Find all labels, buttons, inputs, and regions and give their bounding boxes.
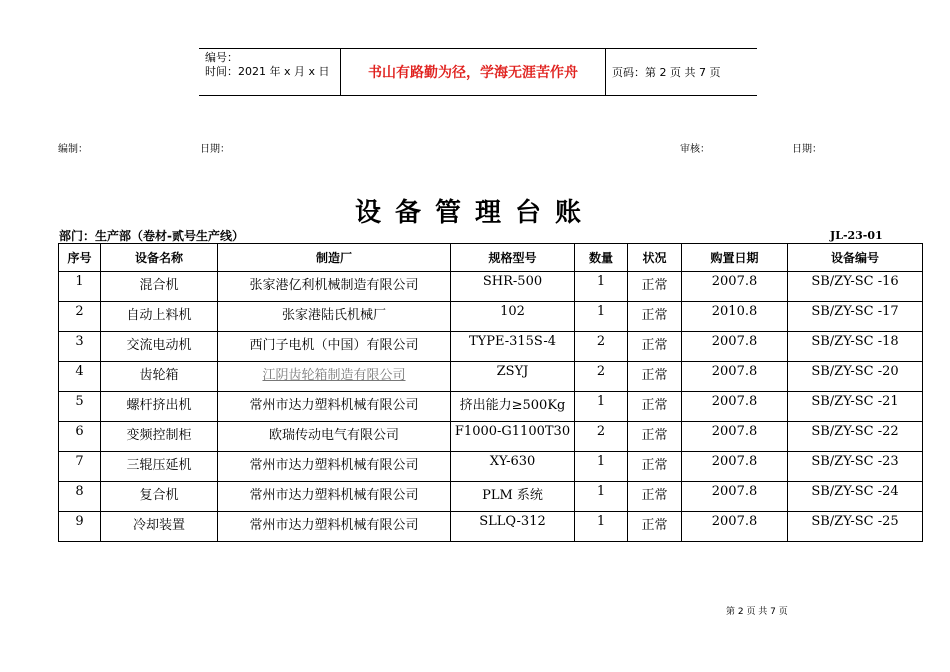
- number-label: 编号：: [205, 51, 238, 64]
- column-header: 购置日期: [682, 244, 788, 272]
- table-cell: XY-630: [451, 452, 575, 482]
- table-cell: 常州市达力塑料机械有限公司: [218, 392, 451, 422]
- table-cell: SB/ZY-SC -17: [788, 302, 923, 332]
- table-cell: 正常: [628, 362, 682, 392]
- column-header: 状况: [628, 244, 682, 272]
- header-meta: [199, 49, 341, 95]
- table-cell: SHR-500: [451, 272, 575, 302]
- table-cell: 齿轮箱: [101, 362, 218, 392]
- table-row: [59, 302, 923, 332]
- table-cell: TYPE-315S-4: [451, 332, 575, 362]
- table-cell: 正常: [628, 482, 682, 512]
- document-number: JL-23-01: [830, 229, 883, 242]
- table-cell: 1: [575, 482, 628, 512]
- table-cell: 2007.8: [682, 512, 788, 542]
- table-cell: 变频控制柜: [101, 422, 218, 452]
- column-header: 设备编号: [788, 244, 923, 272]
- column-header: 设备名称: [101, 244, 218, 272]
- reviewed-by-label: 审核：: [680, 144, 710, 155]
- page-footer: 第 2 页 共 7 页: [726, 607, 788, 617]
- table-cell: 7: [59, 452, 101, 482]
- table-row: [59, 512, 923, 542]
- table-cell: 6: [59, 422, 101, 452]
- table-cell: 1: [59, 272, 101, 302]
- table-cell: SB/ZY-SC -24: [788, 482, 923, 512]
- table-cell: 张家港亿利机械制造有限公司: [218, 272, 451, 302]
- table-cell: 2007.8: [682, 332, 788, 362]
- table-row: [59, 362, 923, 392]
- table-cell: 欧瑞传动电气有限公司: [218, 422, 451, 452]
- table-cell: 2: [575, 422, 628, 452]
- table-cell: SB/ZY-SC -16: [788, 272, 923, 302]
- table-cell: 9: [59, 512, 101, 542]
- table-cell: 常州市达力塑料机械有限公司: [218, 482, 451, 512]
- table-cell: 2007.8: [682, 362, 788, 392]
- department-label: 部门：生产部（卷材-贰号生产线）: [59, 229, 244, 243]
- table-cell: 冷却装置: [101, 512, 218, 542]
- table-cell: 1: [575, 452, 628, 482]
- table-cell: ZSYJ: [451, 362, 575, 392]
- time-label: 时间：2021 年 x 月 x 日: [205, 65, 330, 78]
- table-cell: PLM 系统: [451, 482, 575, 512]
- table-cell: 自动上料机: [101, 302, 218, 332]
- table-cell: 2007.8: [682, 272, 788, 302]
- table-cell: 西门子电机（中国）有限公司: [218, 332, 451, 362]
- table-row: [59, 452, 923, 482]
- table-cell: 正常: [628, 512, 682, 542]
- table-cell: 2010.8: [682, 302, 788, 332]
- table-cell: SB/ZY-SC -25: [788, 512, 923, 542]
- table-cell: 1: [575, 512, 628, 542]
- header-motto: 书山有路勤为径，学海无涯苦作舟: [341, 49, 606, 95]
- table-cell: 正常: [628, 452, 682, 482]
- table-header-row: [59, 244, 923, 272]
- table-cell: SB/ZY-SC -22: [788, 422, 923, 452]
- table-cell: 2007.8: [682, 452, 788, 482]
- table-cell: 张家港陆氏机械厂: [218, 302, 451, 332]
- table-cell: 2007.8: [682, 422, 788, 452]
- table-cell: SB/ZY-SC -21: [788, 392, 923, 422]
- header-page-info: 页码：第 2 页 共 7 页: [612, 66, 721, 79]
- prepared-date-label: 日期：: [200, 144, 230, 155]
- table-row: [59, 392, 923, 422]
- table-cell: 2: [575, 332, 628, 362]
- column-header: 序号: [59, 244, 101, 272]
- table-cell: 8: [59, 482, 101, 512]
- table-cell: 2: [575, 362, 628, 392]
- manufacturer-link[interactable]: 江阴齿轮箱制造有限公司: [218, 362, 451, 392]
- review-date-label: 日期：: [792, 144, 822, 155]
- table-cell: 正常: [628, 332, 682, 362]
- table-cell: 1: [575, 302, 628, 332]
- table-cell: 混合机: [101, 272, 218, 302]
- table-row: [59, 482, 923, 512]
- table-cell: 正常: [628, 302, 682, 332]
- table-cell: 三辊压延机: [101, 452, 218, 482]
- table-cell: 挤出能力≥500Kg: [451, 392, 575, 422]
- table-cell: SB/ZY-SC -23: [788, 452, 923, 482]
- table-cell: 复合机: [101, 482, 218, 512]
- column-header: 数量: [575, 244, 628, 272]
- column-header: 制造厂: [218, 244, 451, 272]
- table-cell: 3: [59, 332, 101, 362]
- table-cell: 2007.8: [682, 392, 788, 422]
- page-title: 设备管理台账: [354, 198, 595, 228]
- table-cell: 102: [451, 302, 575, 332]
- table-cell: 正常: [628, 392, 682, 422]
- table-cell: 4: [59, 362, 101, 392]
- table-cell: 1: [575, 392, 628, 422]
- table-cell: F1000-G1100T30: [451, 422, 575, 452]
- column-header: 规格型号: [451, 244, 575, 272]
- table-cell: 交流电动机: [101, 332, 218, 362]
- table-cell: 5: [59, 392, 101, 422]
- table-cell: SLLQ-312: [451, 512, 575, 542]
- table-cell: 1: [575, 272, 628, 302]
- table-cell: 常州市达力塑料机械有限公司: [218, 452, 451, 482]
- table-cell: 常州市达力塑料机械有限公司: [218, 512, 451, 542]
- table-cell: SB/ZY-SC -18: [788, 332, 923, 362]
- prepared-by-label: 编制：: [58, 144, 88, 155]
- table-cell: 正常: [628, 422, 682, 452]
- table-cell: 正常: [628, 272, 682, 302]
- table-cell: 螺杆挤出机: [101, 392, 218, 422]
- document-header: [199, 48, 757, 96]
- table-cell: SB/ZY-SC -20: [788, 362, 923, 392]
- table-row: [59, 272, 923, 302]
- table-row: [59, 422, 923, 452]
- table-row: [59, 332, 923, 362]
- table-cell: 2: [59, 302, 101, 332]
- equipment-ledger-table: [58, 243, 923, 542]
- table-cell: 2007.8: [682, 482, 788, 512]
